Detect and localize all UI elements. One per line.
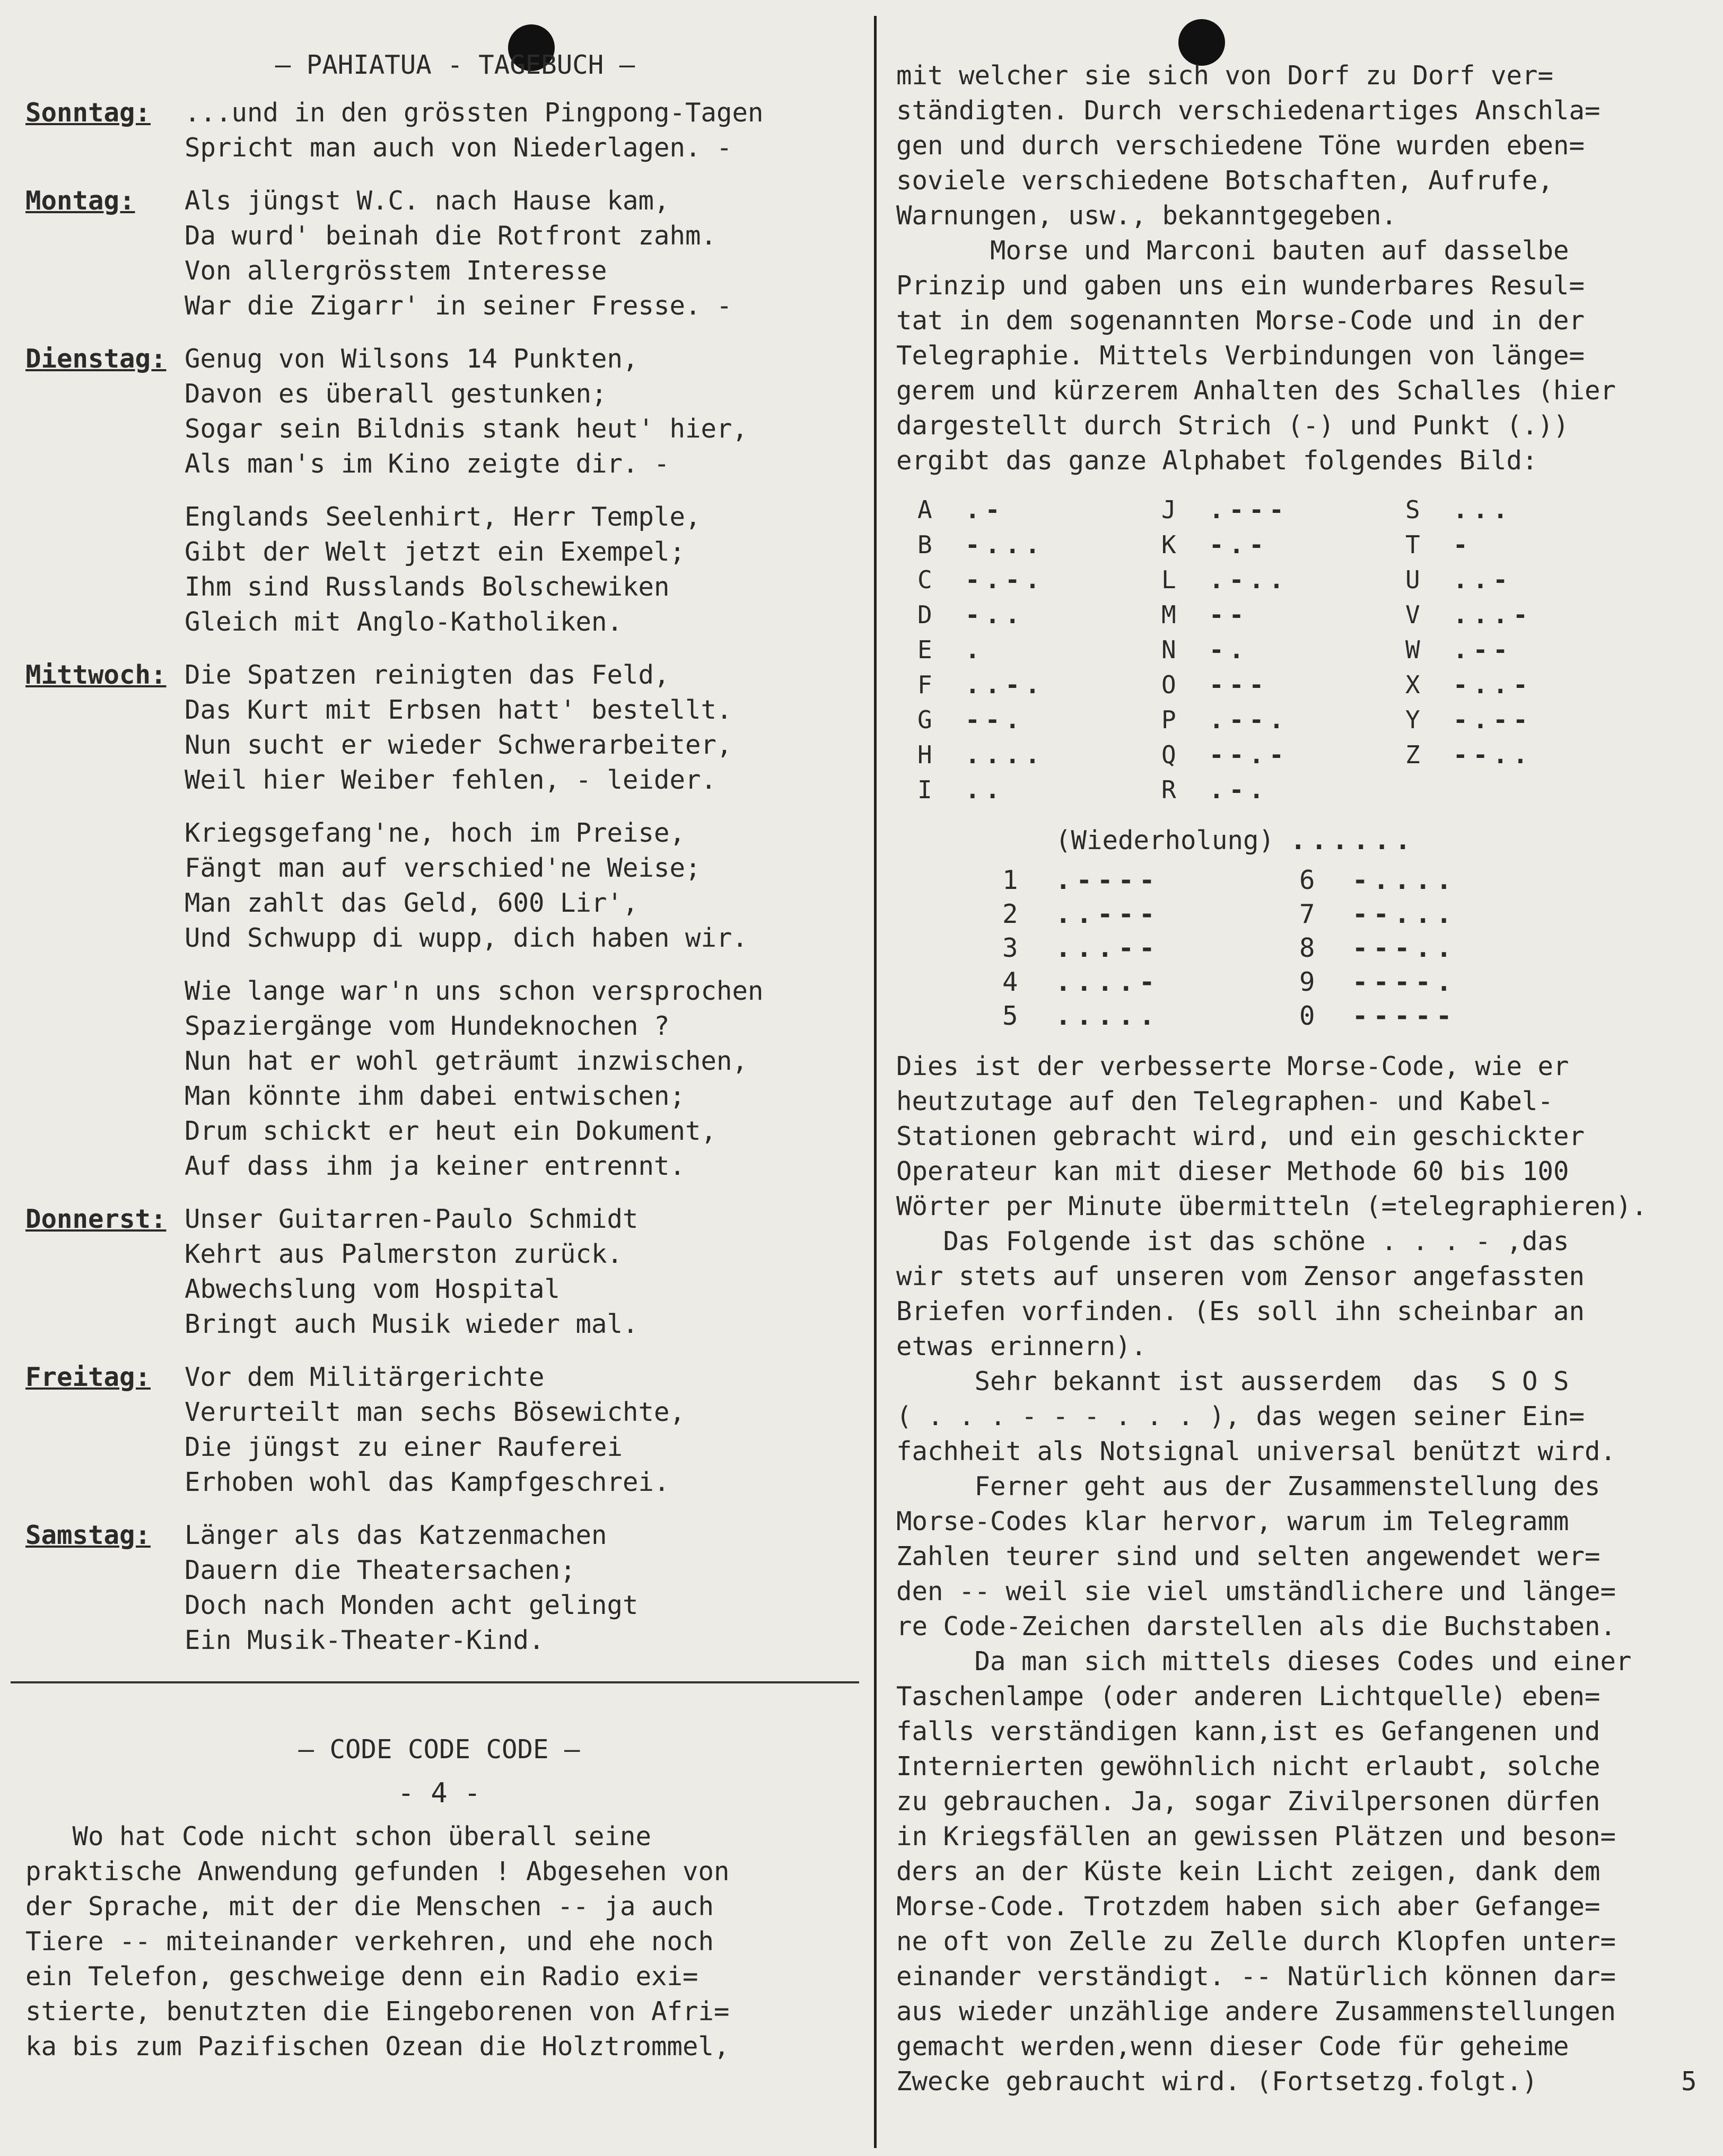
morse-entry [1161, 632, 1405, 667]
verse-line: Englands Seelenhirt, Herr Temple, [185, 502, 701, 532]
morse-code: ..... [1055, 1001, 1160, 1031]
morse-code: .---- [1055, 865, 1160, 895]
verse-line: ...und in den grössten Pingpong-Tagen [185, 98, 764, 128]
verse-line: Gleich mit Anglo-Katholiken. [185, 607, 623, 637]
diary-entry [25, 342, 853, 482]
morse-letter: L [1161, 565, 1176, 594]
morse-row [917, 562, 1713, 597]
diary-title: — PAHIATUA - TAGEBUCH — [275, 50, 635, 80]
morse-letter: V [1405, 600, 1420, 629]
text-line: praktische Anwendung gefunden ! Abgesehen von [25, 1856, 730, 1887]
morse-entry [1161, 562, 1405, 597]
morse-code: .... [965, 740, 1045, 769]
morse-code: --.- [1209, 740, 1289, 769]
morse-letter: D [917, 600, 932, 629]
verse-line: Dauern die Theatersachen; [185, 1555, 576, 1585]
text-line: zu gebrauchen. Ja, sogar Zivilpersonen dürfen [896, 1786, 1600, 1817]
verse-line: Verurteilt man sechs Bösewichte, [185, 1397, 686, 1427]
morse-letter: N [1161, 635, 1176, 664]
morse-digit: 9 [1299, 967, 1315, 997]
morse-code: -.. [965, 600, 1026, 629]
verse-line: Spricht man auch von Niederlagen. - [185, 133, 732, 163]
morse-number-entry [1002, 863, 1299, 897]
morse-code: ---.. [1352, 933, 1457, 963]
morse-number-row [1002, 897, 1713, 931]
verse-line: Spaziergänge vom Hundeknochen ? [185, 1011, 670, 1041]
morse-row [917, 632, 1713, 667]
verse-line: Ein Musik-Theater-Kind. [185, 1625, 545, 1655]
morse-code: .--- [1209, 495, 1289, 524]
day-label: Sonntag: [25, 98, 151, 128]
morse-row [917, 527, 1713, 562]
day-verse [185, 1360, 853, 1500]
morse-entry [917, 562, 1161, 597]
text-line: den -- weil sie viel umständlichere und länge= [896, 1576, 1616, 1607]
morse-code: ----. [1352, 967, 1457, 997]
verse-line: Davon es überall gestunken; [185, 379, 607, 409]
morse-code: --... [1352, 899, 1457, 929]
verse-line: Länger als das Katzenmachen [185, 1520, 607, 1550]
morse-code: ..-. [965, 670, 1045, 699]
text-line: aus wieder unzählige andere Zusammenstellungen [896, 1996, 1616, 2027]
verse-line: Ihm sind Russlands Bolschewiken [185, 572, 670, 602]
verse-line: Als man's im Kino zeigte dir. - [185, 449, 670, 479]
morse-letter: G [917, 705, 932, 734]
morse-code: -.- [1209, 530, 1270, 559]
verse-line: Auf dass ihm ja keiner entrennt. [185, 1151, 686, 1181]
morse-entry [917, 772, 1161, 807]
text-line: Operateur kan mit dieser Methode 60 bis 100 [896, 1156, 1569, 1186]
verse-line: Genug von Wilsons 14 Punkten, [185, 344, 639, 374]
text-line: etwas erinnern). [896, 1331, 1147, 1361]
morse-number-entry [1299, 999, 1596, 1033]
day-verse [185, 95, 853, 165]
diary-entries [25, 95, 853, 1658]
day-verse [185, 184, 853, 324]
morse-letter: W [1405, 635, 1420, 664]
text-line: falls verständigen kann,ist es Gefangenen und [896, 1716, 1600, 1747]
day-label: Freitag: [25, 1362, 151, 1392]
text-line: Morse-Code. Trotzdem haben sich aber Gefange= [896, 1891, 1600, 1922]
verse-line: Von allergrösstem Interesse [185, 256, 607, 286]
morse-code: -... [965, 530, 1045, 559]
morse-letter: J [1161, 495, 1176, 524]
day-verse [185, 658, 853, 798]
morse-letter: C [917, 565, 932, 594]
text-line: ständigten. Durch verschiedenartiges Anschla= [896, 95, 1600, 126]
morse-letter: O [1161, 670, 1176, 699]
day-label: Dienstag: [25, 344, 167, 374]
morse-entry [1405, 737, 1649, 772]
text-line: Stationen gebracht wird, und ein geschickter [896, 1121, 1585, 1151]
verse-line: Drum schickt er heut ein Dokument, [185, 1116, 717, 1146]
morse-entry [917, 632, 1161, 667]
text-line: gen und durch verschiedene Töne wurden eben= [896, 130, 1585, 161]
morse-code: .-.. [1209, 565, 1289, 594]
morse-code: ..--- [1055, 899, 1160, 929]
column-divider [874, 16, 877, 2148]
verse-line: Nun hat er wohl geträumt inzwischen, [185, 1046, 748, 1076]
diary-entry [25, 1360, 853, 1500]
verse-line: Fängt man auf verschied'ne Weise; [185, 853, 701, 883]
verse-line: Erhoben wohl das Kampfgeschrei. [185, 1467, 670, 1497]
verse-line: Man zahlt das Geld, 600 Lir', [185, 888, 639, 918]
morse-letter: P [1161, 705, 1176, 734]
morse-letter: T [1405, 530, 1420, 559]
morse-digit: 8 [1299, 933, 1315, 963]
morse-row [917, 492, 1713, 527]
text-line: Taschenlampe (oder anderen Lichtquelle) eben= [896, 1681, 1600, 1712]
verse-line: Abwechslung vom Hospital [185, 1274, 561, 1304]
morse-digit: 4 [1002, 967, 1018, 997]
morse-code: -..- [1453, 670, 1533, 699]
morse-entry [1405, 667, 1649, 702]
verse-line: Kehrt aus Palmerston zurück. [185, 1239, 623, 1269]
text-line: mit welcher sie sich von Dorf zu Dorf ver= [896, 60, 1554, 91]
morse-entry [1161, 492, 1405, 527]
morse-code: -.... [1352, 865, 1457, 895]
text-line: Internierten gewöhnlich nicht erlaubt, solche [896, 1751, 1600, 1782]
morse-row [917, 667, 1713, 702]
text-line: heutzutage auf den Telegraphen- und Kabel- [896, 1086, 1554, 1116]
morse-entry [1405, 702, 1649, 737]
diary-entry [25, 1202, 853, 1342]
verse-line: Sogar sein Bildnis stank heut' hier, [185, 414, 748, 444]
verse-line: Das Kurt mit Erbsen hatt' bestellt. [185, 695, 732, 725]
morse-row [917, 597, 1713, 632]
text-line: Morse und Marconi bauten auf dasselbe [896, 235, 1569, 266]
morse-code: ....- [1055, 967, 1160, 997]
morse-number-entry [1299, 863, 1596, 897]
morse-code: --.. [1453, 740, 1533, 769]
morse-number-entry [1299, 965, 1596, 999]
text-line: Prinzip und gaben uns ein wunderbares Resul= [896, 270, 1585, 301]
day-label: Mittwoch: [25, 660, 167, 690]
diary-entry [25, 95, 853, 165]
verse-line: Die Spatzen reinigten das Feld, [185, 660, 670, 690]
morse-entry [1161, 527, 1405, 562]
morse-number-row [1002, 965, 1713, 999]
morse-code: ..- [1453, 565, 1514, 594]
verse-line: Weil hier Weiber fehlen, - leider. [185, 765, 717, 795]
morse-digit: 6 [1299, 865, 1315, 895]
morse-number-row [1002, 863, 1713, 897]
morse-letter: B [917, 530, 932, 559]
verse-line: War die Zigarr' in seiner Fresse. - [185, 291, 732, 321]
morse-number-entry [1002, 999, 1299, 1033]
morse-code: -. [1209, 635, 1249, 664]
right-column [896, 58, 1713, 2099]
diary-entry [25, 1518, 853, 1658]
day-verse [185, 342, 853, 482]
morse-row [917, 737, 1713, 772]
diary-entry [25, 184, 853, 324]
text-line: ( . . . - - - . . . ), das wegen seiner Ein= [896, 1401, 1585, 1431]
code-intro [25, 1819, 853, 2064]
text-line: wir stets auf unseren vom Zensor angefassten [896, 1261, 1585, 1291]
morse-code: .-- [1453, 635, 1514, 664]
code-section-title: — CODE CODE CODE — [298, 1734, 580, 1765]
morse-code: . [965, 635, 985, 664]
left-column [25, 48, 853, 2064]
morse-letter: M [1161, 600, 1176, 629]
morse-letter: R [1161, 775, 1176, 804]
morse-entry [1161, 702, 1405, 737]
text-line: Dies ist der verbesserte Morse-Code, wie er [896, 1051, 1569, 1081]
day-label: Samstag: [25, 1520, 151, 1550]
morse-entry [917, 527, 1161, 562]
morse-code: .--. [1209, 705, 1289, 734]
morse-code: -- [1209, 600, 1249, 629]
morse-entry [1405, 632, 1649, 667]
text-line: Briefen vorfinden. (Es soll ihn scheinbar an [896, 1296, 1585, 1326]
morse-code: ...- [1453, 600, 1533, 629]
morse-letter: I [917, 775, 932, 804]
morse-entry [917, 597, 1161, 632]
day-label: Donnerst: [25, 1204, 167, 1234]
text-line: ein Telefon, geschweige denn ein Radio exi= [25, 1961, 698, 1992]
morse-number-row [1002, 999, 1713, 1033]
morse-number-entry [1002, 897, 1299, 931]
text-line: Sehr bekannt ist ausserdem das S O S [896, 1366, 1569, 1396]
morse-code: -.-- [1453, 705, 1533, 734]
morse-code: .-. [1209, 775, 1270, 804]
text-line: Morse-Codes klar hervor, warum im Telegramm [896, 1506, 1569, 1537]
morse-number-entry [1299, 931, 1596, 965]
morse-digit: 0 [1299, 1001, 1315, 1031]
morse-code: ... [1453, 495, 1514, 524]
text-line: Zwecke gebraucht wird. (Fortsetzg.folgt.) 5 [896, 2064, 1713, 2099]
text-line: dargestellt durch Strich (-) und Punkt (.)) [896, 411, 1569, 441]
verse-stanza [185, 500, 853, 640]
morse-digit: 1 [1002, 865, 1018, 895]
morse-letter: Y [1405, 705, 1420, 734]
morse-letter: H [917, 740, 932, 769]
morse-letter: X [1405, 670, 1420, 699]
morse-number-row [1002, 931, 1713, 965]
verse-line: Nun sucht er wieder Schwerarbeiter, [185, 730, 732, 760]
morse-entry [1405, 597, 1649, 632]
morse-entry [917, 667, 1161, 702]
verse-line: Als jüngst W.C. nach Hause kam, [185, 186, 670, 216]
morse-entry [917, 492, 1161, 527]
text-line: soviele verschiedene Botschaften, Aufrufe, [896, 165, 1554, 196]
wiederholung-code: ...... [1290, 825, 1416, 856]
morse-entry [1405, 527, 1649, 562]
morse-letter: K [1161, 530, 1176, 559]
morse-code: ----- [1352, 1001, 1457, 1031]
day-verse [185, 1202, 853, 1342]
morse-number-entry [1002, 931, 1299, 965]
text-line: re Code-Zeichen darstellen als die Buchstaben. [896, 1611, 1616, 1642]
morse-code: .- [965, 495, 1005, 524]
morse-number-entry [1002, 965, 1299, 999]
morse-code: ...-- [1055, 933, 1160, 963]
morse-number-entry [1299, 897, 1596, 931]
morse-digit: 5 [1002, 1001, 1018, 1031]
morse-entry [917, 702, 1161, 737]
text-line: einander verständigt. -- Natürlich können dar= [896, 1961, 1616, 1992]
verse-line: Unser Guitarren-Paulo Schmidt [185, 1204, 639, 1234]
diary-entry [25, 658, 853, 798]
morse-entry [1405, 562, 1649, 597]
morse-letter: Q [1161, 740, 1176, 769]
morse-numbers-table [1002, 863, 1713, 1033]
text-line: in Kriegsfällen an gewissen Plätzen und beson= [896, 1821, 1616, 1852]
text-line: Da man sich mittels dieses Codes und einer [896, 1646, 1632, 1677]
morse-intro-paragraph [896, 58, 1713, 478]
morse-digit: 2 [1002, 899, 1018, 929]
morse-code: --. [965, 705, 1026, 734]
morse-entry [917, 737, 1161, 772]
day-verse [185, 1518, 853, 1658]
verse-line: Man könnte ihm dabei entwischen; [185, 1081, 686, 1111]
wiederholung-line [1055, 823, 1713, 858]
verse-stanza [185, 816, 853, 956]
text-line: ne oft von Zelle zu Zelle durch Klopfen unter= [896, 1926, 1616, 1957]
day-label: Montag: [25, 186, 135, 216]
morse-letter: F [917, 670, 932, 699]
text-line: ka bis zum Pazifischen Ozean die Holztrommel, [25, 2031, 730, 2062]
morse-letter [1405, 772, 1453, 807]
morse-letter: U [1405, 565, 1420, 594]
verse-line: Bringt auch Musik wieder mal. [185, 1309, 639, 1339]
morse-letter: Z [1405, 740, 1420, 769]
text-line: ders an der Küste kein Licht zeigen, dank dem [896, 1856, 1600, 1887]
text-line: Telegraphie. Mittels Verbindungen von länge= [896, 341, 1585, 371]
morse-alphabet-table [917, 492, 1713, 807]
morse-entry [1405, 772, 1649, 807]
morse-letter: S [1405, 495, 1420, 524]
verse-line: Gibt der Welt jetzt ein Exempel; [185, 537, 686, 567]
morse-code: - [1453, 530, 1473, 559]
verse-line: Die jüngst zu einer Rauferei [185, 1432, 623, 1462]
morse-row [917, 702, 1713, 737]
text-line: Tiere -- miteinander verkehren, und ehe noch [25, 1926, 714, 1957]
verse-line: Kriegsgefang'ne, hoch im Preise, [185, 818, 686, 848]
text-line: Das Folgende ist das schöne . . . - ,das [896, 1226, 1569, 1256]
morse-entry [1161, 597, 1405, 632]
morse-explanation-paragraph [896, 1049, 1713, 2099]
text-line: Ferner geht aus der Zusammenstellung des [896, 1471, 1600, 1502]
text-line: Warnungen, usw., bekanntgegeben. [896, 200, 1397, 231]
text-line: Wörter per Minute übermitteln (=telegraphieren). [896, 1191, 1648, 1221]
text-line: ergibt das ganze Alphabet folgendes Bild: [896, 446, 1538, 476]
verse-line: Wie lange war'n uns schon versprochen [185, 976, 764, 1006]
text-line: fachheit als Notsignal universal benützt wird. [896, 1436, 1616, 1467]
verse-line: Vor dem Militärgerichte [185, 1362, 545, 1392]
verse-line: Doch nach Monden acht gelingt [185, 1590, 639, 1620]
text-line: Wo hat Code nicht schon überall seine [25, 1821, 652, 1852]
verse-line: Da wurd' beinah die Rotfront zahm. [185, 221, 717, 251]
page-number: 5 [1681, 2066, 1697, 2097]
morse-entry [1161, 667, 1405, 702]
morse-letter: E [917, 635, 932, 664]
morse-code: --- [1209, 670, 1270, 699]
morse-entry [1161, 737, 1405, 772]
morse-entry [1161, 772, 1405, 807]
morse-digit: 3 [1002, 933, 1018, 963]
morse-entry [1405, 492, 1649, 527]
morse-digit: 7 [1299, 899, 1315, 929]
morse-letter: A [917, 495, 932, 524]
verse-stanza [185, 974, 853, 1184]
morse-row [917, 772, 1713, 807]
morse-code: -.-. [965, 565, 1045, 594]
morse-code: .. [965, 775, 1005, 804]
text-line: stierte, benutzten die Eingeborenen von Afri= [25, 1996, 730, 2027]
page-marker: - 4 - [397, 1777, 481, 1809]
wiederholung-label: (Wiederholung) [1055, 825, 1275, 856]
text-line: gemacht werden,wenn dieser Code für geheime [896, 2031, 1569, 2062]
text-line: der Sprache, mit der die Menschen -- ja auch [25, 1891, 714, 1922]
text-line: tat in dem sogenannten Morse-Code und in der [896, 305, 1585, 336]
text-line: Zahlen teurer sind und selten angewendet wer= [896, 1541, 1600, 1572]
text-line: gerem und kürzerem Anhalten des Schalles (hier [896, 376, 1616, 406]
verse-line: Und Schwupp di wupp, dich haben wir. [185, 923, 748, 953]
